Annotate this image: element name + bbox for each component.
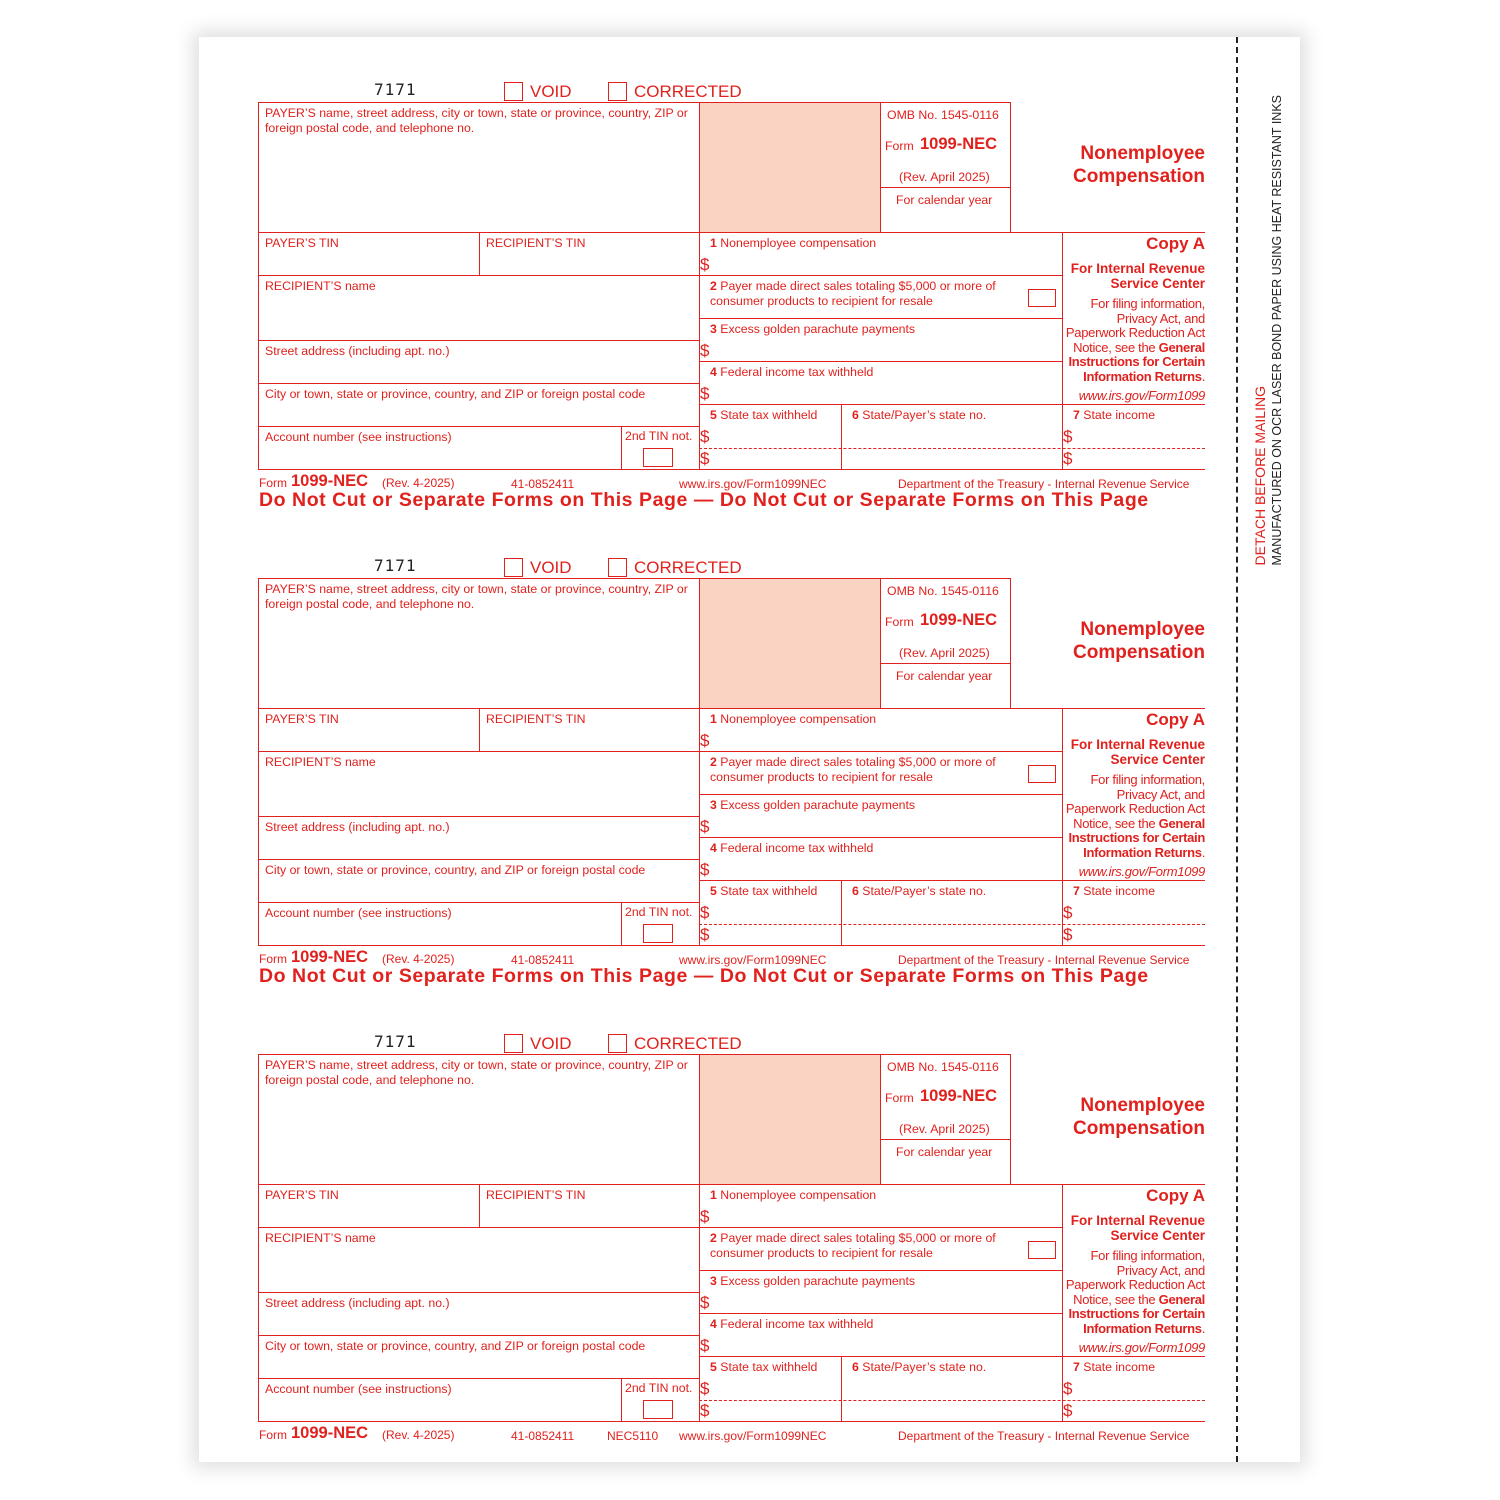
box4-label: 4 Federal income tax withheld [710, 841, 874, 855]
box1-label: 1 Nonemployee compensation [710, 1188, 877, 1202]
city-label: City or town, state or province, country, and ZIP or foreign postal code [265, 1339, 646, 1353]
irs-center-label: For Internal Revenue Service Center [1070, 1213, 1205, 1243]
box5-dollar-1: $ [700, 903, 710, 922]
corrected-checkbox[interactable] [608, 1034, 627, 1053]
shaded-area [699, 1055, 880, 1185]
form-revision: (Rev. April 2025) [899, 1122, 990, 1136]
box7-label: 7 State income [1073, 408, 1156, 422]
footer-revision: (Rev. 4-2025) [382, 952, 455, 966]
recipient-tin-label: RECIPIENT’S TIN [486, 236, 586, 250]
omb-number: OMB No. 1545-0116 [887, 108, 999, 122]
box5-dollar-2: $ [700, 1401, 710, 1420]
calendar-year-label: For calendar year [896, 669, 993, 683]
city-label: City or town, state or province, country, and ZIP or foreign postal code [265, 387, 646, 401]
calendar-year-label: For calendar year [896, 1145, 993, 1159]
box5-dollar-2: $ [700, 449, 710, 468]
shaded-area [699, 103, 880, 233]
footer-department: Department of the Treasury - Internal Revenue Service [898, 477, 1190, 491]
footer-cat-number: 41-0852411 [511, 477, 575, 491]
box1-label: 1 Nonemployee compensation [710, 236, 877, 250]
box7-dollar-1: $ [1063, 427, 1073, 446]
box3-dollar: $ [700, 817, 710, 836]
corrected-label: CORRECTED [634, 1034, 742, 1053]
box7-dollar-2: $ [1063, 449, 1073, 468]
form-copy-2 [0, 476, 1500, 987]
box5-dollar-2: $ [700, 925, 710, 944]
box1-label: 1 Nonemployee compensation [710, 712, 877, 726]
box5-dollar-1: $ [700, 1379, 710, 1398]
footer-cat-number: 41-0852411 [511, 1429, 575, 1443]
footer-form-word: Form [259, 476, 287, 490]
void-checkbox[interactable] [504, 1034, 523, 1053]
payer-name-label: PAYER’S name, street address, city or town, state or province, country, ZIP or foreign postal code, and telephone no. [265, 1058, 688, 1087]
account-number-label: Account number (see instructions) [265, 1382, 452, 1396]
account-number-label: Account number (see instructions) [265, 430, 452, 444]
box7-dollar-2: $ [1063, 1401, 1073, 1420]
footer-form-name: 1099-NEC [291, 1424, 369, 1442]
box5-label: 5 State tax withheld [710, 1360, 818, 1374]
footer-url[interactable]: www.irs.gov/Form1099NEC [679, 1429, 827, 1443]
irs-url[interactable]: www.irs.gov/Form1099 [1078, 864, 1205, 879]
form-title: Nonemployee Compensation [1073, 619, 1205, 663]
form-title: Nonemployee Compensation [1073, 143, 1205, 187]
form-name: 1099-NEC [920, 1087, 998, 1105]
second-tin-checkbox[interactable] [643, 448, 673, 467]
form-name: 1099-NEC [920, 135, 998, 153]
box1-dollar: $ [700, 255, 710, 274]
street-address-label: Street address (including apt. no.) [265, 344, 450, 358]
do-not-cut-warning: Do Not Cut or Separate Forms on This Page — Do Not Cut or Separate Forms on This Page [259, 965, 1149, 987]
city-label: City or town, state or province, country, and ZIP or foreign postal code [265, 863, 646, 877]
irs-center-label: For Internal Revenue Service Center [1070, 737, 1205, 767]
box1-dollar: $ [700, 1207, 710, 1226]
box7-dollar-2: $ [1063, 925, 1073, 944]
second-tin-label: 2nd TIN not. [625, 905, 693, 919]
recipient-name-label: RECIPIENT’S name [265, 1231, 376, 1245]
box1-dollar: $ [700, 731, 710, 750]
shaded-area [699, 579, 880, 709]
second-tin-checkbox[interactable] [643, 1400, 673, 1419]
irs-url[interactable]: www.irs.gov/Form1099 [1078, 388, 1205, 403]
box7-label: 7 State income [1073, 1360, 1156, 1374]
box2-label: 2 Payer made direct sales totaling $5,000 or more of consumer products to recipient for resale [710, 279, 996, 308]
second-tin-label: 2nd TIN not. [625, 429, 693, 443]
form-word: Form [885, 1091, 914, 1105]
void-label: VOID [530, 1034, 572, 1053]
box3-label: 3 Excess golden parachute payments [710, 798, 916, 812]
footer-url[interactable]: www.irs.gov/Form1099NEC [679, 477, 827, 491]
footer-form-name: 1099-NEC [291, 472, 369, 490]
box7-dollar-1: $ [1063, 903, 1073, 922]
form-code-mark: 7171 [374, 1032, 417, 1051]
footer-form-word: Form [259, 1428, 287, 1442]
footer-cat-number: 41-0852411 [511, 953, 575, 967]
footer-form-code: NEC5110 [607, 1429, 659, 1443]
recipient-tin-label: RECIPIENT’S TIN [486, 1188, 586, 1202]
account-number-label: Account number (see instructions) [265, 906, 452, 920]
box4-label: 4 Federal income tax withheld [710, 1317, 874, 1331]
void-checkbox[interactable] [504, 82, 523, 101]
box4-dollar: $ [700, 384, 710, 403]
box3-label: 3 Excess golden parachute payments [710, 322, 916, 336]
recipient-name-label: RECIPIENT’S name [265, 755, 376, 769]
box4-label: 4 Federal income tax withheld [710, 365, 874, 379]
box5-dollar-1: $ [700, 427, 710, 446]
footer-revision: (Rev. 4-2025) [382, 476, 455, 490]
payer-tin-label: PAYER’S TIN [265, 236, 339, 250]
box3-dollar: $ [700, 1293, 710, 1312]
box6-label: 6 State/Payer’s state no. [852, 1360, 987, 1374]
box2-label: 2 Payer made direct sales totaling $5,000 or more of consumer products to recipient for resale [710, 755, 996, 784]
recipient-name-label: RECIPIENT’S name [265, 279, 376, 293]
void-checkbox[interactable] [504, 558, 523, 577]
street-address-label: Street address (including apt. no.) [265, 1296, 450, 1310]
footer-url[interactable]: www.irs.gov/Form1099NEC [679, 953, 827, 967]
form-revision: (Rev. April 2025) [899, 170, 990, 184]
box4-dollar: $ [700, 860, 710, 879]
second-tin-label: 2nd TIN not. [625, 1381, 693, 1395]
box3-label: 3 Excess golden parachute payments [710, 1274, 916, 1288]
detach-notice: DETACH BEFORE MAILING [1252, 386, 1268, 566]
box5-label: 5 State tax withheld [710, 884, 818, 898]
copy-a-label: Copy A [1146, 1186, 1205, 1205]
omb-number: OMB No. 1545-0116 [887, 584, 999, 598]
box6-label: 6 State/Payer’s state no. [852, 884, 987, 898]
box3-dollar: $ [700, 341, 710, 360]
payer-tin-label: PAYER’S TIN [265, 1188, 339, 1202]
box4-dollar: $ [700, 1336, 710, 1355]
manufactured-notice: MANUFACTURED ON OCR LASER BOND PAPER USING HEAT RESISTANT INKS [1270, 95, 1284, 566]
second-tin-checkbox[interactable] [643, 924, 673, 943]
box2-label: 2 Payer made direct sales totaling $5,000 or more of consumer products to recipient for resale [710, 1231, 996, 1260]
copy-a-label: Copy A [1146, 710, 1205, 729]
payer-tin-label: PAYER’S TIN [265, 712, 339, 726]
filing-notice: For filing information, Privacy Act, and Paperwork Reduction Act Notice, see the General Instructions for Certain Information Returns. [1065, 1248, 1205, 1336]
form-copy-3 [0, 952, 1500, 1443]
form-code-mark: 7171 [374, 556, 417, 575]
street-address-label: Street address (including apt. no.) [265, 820, 450, 834]
footer-revision: (Rev. 4-2025) [382, 1428, 455, 1442]
footer-form-word: Form [259, 952, 287, 966]
footer-department: Department of the Treasury - Internal Revenue Service [898, 1429, 1190, 1443]
form-code-mark: 7171 [374, 80, 417, 99]
copy-a-label: Copy A [1146, 234, 1205, 253]
box7-label: 7 State income [1073, 884, 1156, 898]
form-word: Form [885, 139, 914, 153]
box6-label: 6 State/Payer’s state no. [852, 408, 987, 422]
footer-form-name: 1099-NEC [291, 948, 369, 966]
calendar-year-label: For calendar year [896, 193, 993, 207]
irs-center-label: For Internal Revenue Service Center [1070, 261, 1205, 291]
filing-notice: For filing information, Privacy Act, and Paperwork Reduction Act Notice, see the General Instructions for Certain Information Returns. [1065, 296, 1205, 384]
corrected-checkbox[interactable] [608, 82, 627, 101]
box5-label: 5 State tax withheld [710, 408, 818, 422]
void-label: VOID [530, 82, 572, 101]
corrected-label: CORRECTED [634, 82, 742, 101]
payer-name-label: PAYER’S name, street address, city or town, state or province, country, ZIP or foreign postal code, and telephone no. [265, 582, 688, 611]
do-not-cut-warning: Do Not Cut or Separate Forms on This Page — Do Not Cut or Separate Forms on This Page [259, 489, 1149, 511]
recipient-tin-label: RECIPIENT’S TIN [486, 712, 586, 726]
corrected-checkbox[interactable] [608, 558, 627, 577]
payer-name-label: PAYER’S name, street address, city or town, state or province, country, ZIP or foreign postal code, and telephone no. [265, 106, 688, 135]
footer-department: Department of the Treasury - Internal Revenue Service [898, 953, 1190, 967]
irs-url[interactable]: www.irs.gov/Form1099 [1078, 1340, 1205, 1355]
void-label: VOID [530, 558, 572, 577]
form-title: Nonemployee Compensation [1073, 1095, 1205, 1139]
form-name: 1099-NEC [920, 611, 998, 629]
form-word: Form [885, 615, 914, 629]
filing-notice: For filing information, Privacy Act, and Paperwork Reduction Act Notice, see the General Instructions for Certain Information Returns. [1065, 772, 1205, 860]
box7-dollar-1: $ [1063, 1379, 1073, 1398]
omb-number: OMB No. 1545-0116 [887, 1060, 999, 1074]
corrected-label: CORRECTED [634, 558, 742, 577]
form-revision: (Rev. April 2025) [899, 646, 990, 660]
